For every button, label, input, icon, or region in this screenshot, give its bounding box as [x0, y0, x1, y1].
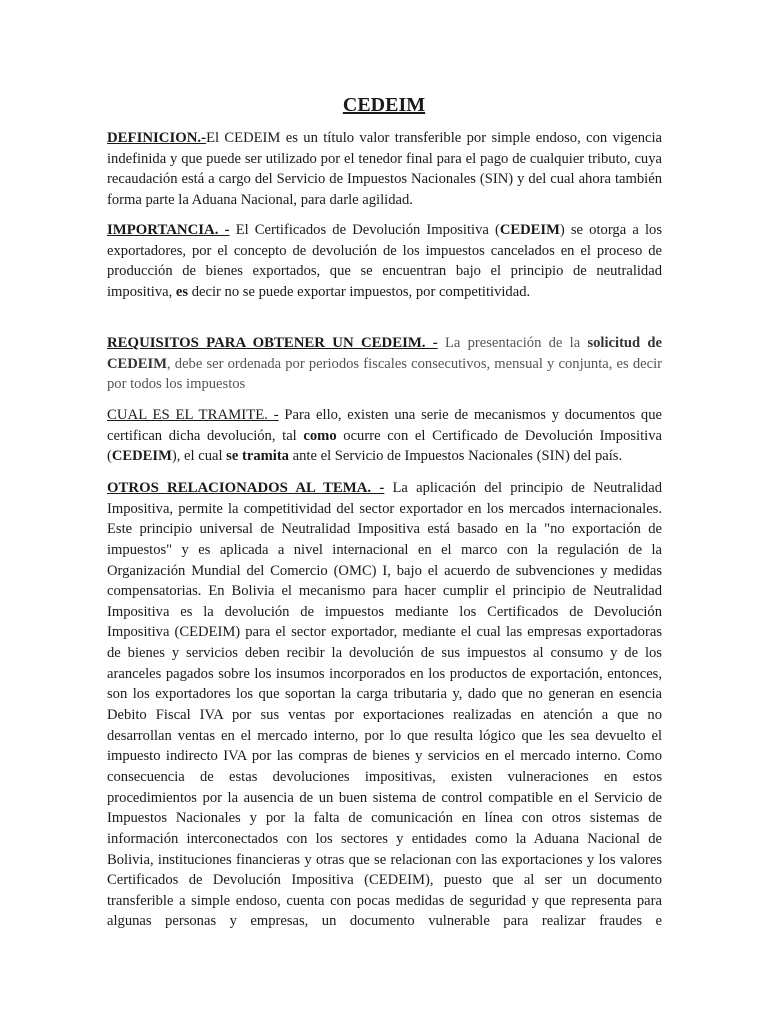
otros-line: procedimientos por la ausencia de un buen sistema de control compatible en el Servicio de	[107, 789, 662, 806]
paragraph-importancia	[107, 220, 662, 302]
tramite-bold-a: como	[303, 427, 337, 444]
document-title: CEDEIM	[342, 94, 426, 116]
otros-line: Impuestos Nacionales y por la falta de comunicación en línea con otros sistemas de	[107, 810, 662, 827]
importancia-bold-a: CEDEIM	[499, 222, 560, 238]
otros-line: transferible a simple endoso, cuenta con pocas medidas de seguridad y que representa para	[107, 892, 662, 909]
otros-line: Este principio universal de Neutralidad Impositiva está basado en la "no exportación de	[107, 521, 662, 538]
paragraph-definicion	[107, 128, 662, 210]
otros-line: consecuencia de estas devoluciones impositivas, existen vulneraciones en estos	[107, 768, 662, 785]
heading-otros: OTROS RELACIONADOS AL TEMA. -	[107, 480, 385, 496]
otros-line: son los exportadores los que soportan la carga tributaria y, dado que no generan en esencia	[107, 686, 662, 703]
heading-definicion: DEFINICION.-	[107, 130, 207, 146]
otros-line: aranceles pagados sobre los insumos incorporados en los productos de exportación, entonces,	[107, 665, 662, 682]
tramite-bold-b: CEDEIM	[111, 448, 172, 465]
requisitos-text-b: , debe ser ordenada por periodos fiscales consecutivos, mensual y conjunta, es decir por todos los impuestos	[107, 355, 662, 393]
otros-line: Organización Mundial del Comercio (OMC) I, bajo el acuerdo de subvenciones y medidas	[107, 562, 662, 579]
requisitos-bold-a: solicitud de CEDEIM	[107, 335, 663, 372]
otros-line: desarrollan ventas en el mercado interno, por lo que resulta lógico que les sea devuelto el	[107, 727, 662, 744]
otros-line: Debito Fiscal IVA por sus ventas por exportaciones realizadas en atención a que no	[107, 707, 662, 724]
definicion-text: El CEDEIM es un título valor transferible por simple endoso, con vigencia indefinida y que puede ser utilizado por el tenedor final para el pago de cualquier tributo, cuya recaudación está a cargo del Servicio de Impuestos Nacionales (SIN) y del cual ahora también forma parte la Aduana Nacional, para darle agilidad.	[107, 130, 662, 208]
importancia-text-b: ) se otorga a los exportadores, por el concepto de devolución de los impuestos cancelados en el proceso de producción de bienes exportados, que se encuentran bajo el principio de neutralidad impositiva,	[107, 222, 663, 300]
otros-line: Impositiva, permite la competitividad del sector exportador en los mercados internacionales.	[107, 500, 662, 517]
heading-tramite: CUAL ES EL TRAMITE. -	[107, 407, 279, 423]
tramite-text-b: ocurre con el Certificado de Devolución Impositiva (	[107, 427, 662, 465]
otros-line: compensatorias. En Bolivia el mecanismo para hacer cumplir el principio de Neutralidad	[107, 583, 662, 600]
importancia-bold-b: es	[175, 283, 189, 300]
tramite-text-d: ante el Servicio de Impuestos Nacionales (SIN) del país.	[288, 448, 623, 465]
otros-line: algunas personas y empresas, un documento vulnerable para realizar fraudes e	[107, 913, 662, 930]
heading-importancia: IMPORTANCIA. -	[107, 222, 230, 238]
otros-line: Impositiva es la devolución de impuestos mediante los Certificados de Devolución	[107, 603, 662, 620]
otros-line-first	[107, 478, 662, 499]
otros-line: impuestos" y es aplicada a nivel internacional en el marco con la regulación de la	[107, 541, 662, 558]
tramite-text-c: ), el cual	[171, 448, 227, 465]
otros-line: La aplicación del principio de Neutralidad	[384, 480, 662, 496]
otros-line: impuesto indirecto IVA por las compras de bienes y servicios en el mercado interno. Como	[107, 748, 662, 765]
paragraph-otros	[107, 478, 662, 932]
tramite-text-a: Para ello, existen una serie de mecanismos y documentos que certifican dicha devolución, tal	[107, 407, 663, 444]
otros-line: de bienes y servicios deben recibir la devolución de sus impuestos al consumo y de los	[107, 645, 662, 662]
tramite-bold-c: se tramita	[226, 448, 289, 465]
otros-line: Bolivia, instituciones financieras y otras que se relacionan con las exportaciones y los valores	[107, 851, 662, 868]
paragraph-requisitos	[107, 333, 662, 395]
otros-line: Certificados de Devolución Impositiva (CEDEIM), puesto que al ser un documento	[107, 872, 662, 889]
paragraph-tramite	[107, 405, 662, 467]
requisitos-text-a: La presentación de la	[437, 335, 588, 351]
heading-requisitos: REQUISITOS PARA OBTENER UN CEDEIM. -	[107, 335, 438, 351]
otros-line: Impositiva (CEDEIM) para el sector exportador, mediante el cual las empresas exportadoras	[107, 624, 662, 641]
otros-line: información interconectados con los sectores y entidades como la Aduana Nacional de	[107, 830, 662, 847]
importancia-text-c: decir no se puede exportar impuestos, por competitividad.	[188, 283, 531, 300]
importancia-text-a: El Certificados de Devolución Impositiva (	[229, 222, 500, 238]
